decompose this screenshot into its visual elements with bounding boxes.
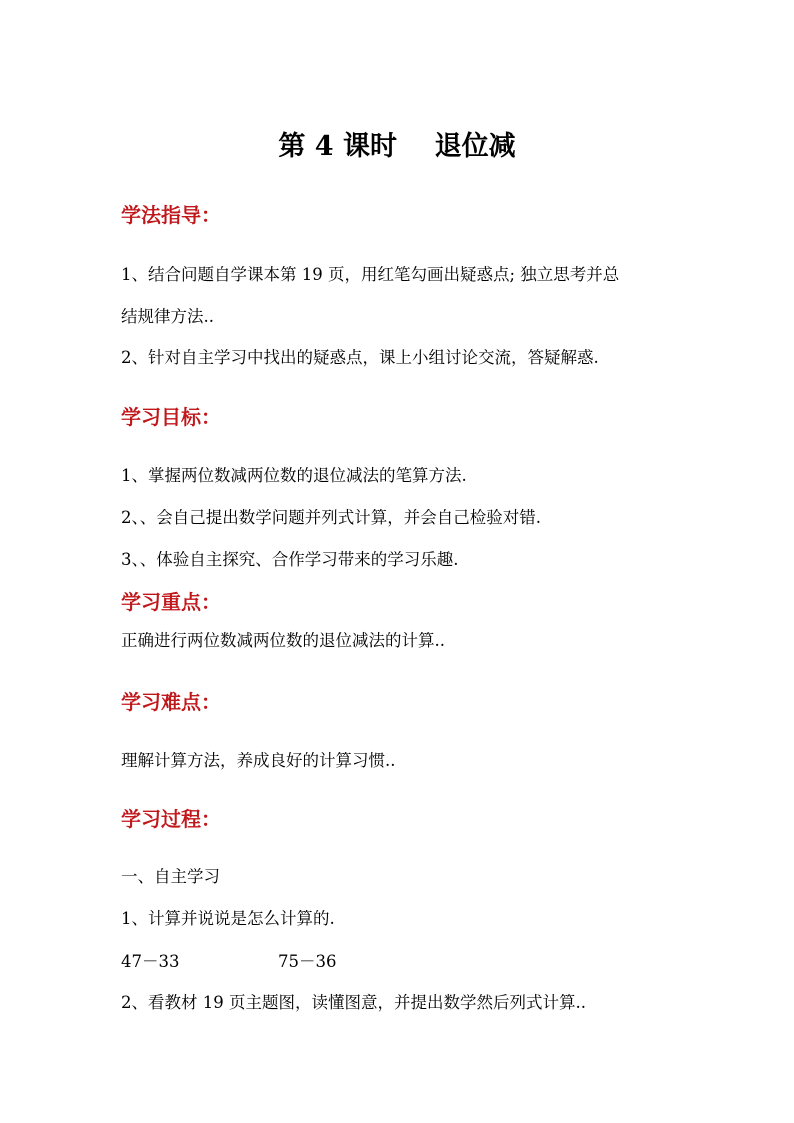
calc-expression-2: 75－36 xyxy=(278,952,337,971)
goal-line-3: 3、、体验自主探究、合作学习带来的学习乐趣. xyxy=(121,550,459,569)
heading-difficult-points: 学习难点： xyxy=(121,690,221,714)
lesson-title: 第 4 课时 退位减 xyxy=(278,131,516,162)
guide-line-2: 结规律方法.. xyxy=(121,307,214,326)
heading-study-guide: 学法指导： xyxy=(121,203,221,227)
process-line-1: 一、自主学习 xyxy=(121,867,220,886)
process-line-2: 1、计算并说说是怎么计算的. xyxy=(121,909,335,928)
calculation-row xyxy=(121,948,337,972)
guide-line-1: 1、结合问题自学课本第 19 页，用红笔勾画出疑惑点; 独立思考并总 xyxy=(121,265,620,284)
heading-learning-goals: 学习目标： xyxy=(121,405,221,429)
difficult-line-1: 理解计算方法，养成良好的计算习惯.. xyxy=(121,751,396,770)
goal-line-1: 1、掌握两位数减两位数的退位减法的笔算方法. xyxy=(121,466,467,485)
heading-key-points: 学习重点： xyxy=(121,590,221,614)
guide-line-3: 2、针对自主学习中找出的疑惑点，课上小组讨论交流，答疑解惑. xyxy=(121,348,599,367)
calc-expression-1: 47－33 xyxy=(121,952,180,971)
process-line-3: 2、看教材 19 页主题图，读懂图意，并提出数学然后列式计算.. xyxy=(121,993,586,1012)
key-line-1: 正确进行两位数减两位数的退位减法的计算.. xyxy=(121,631,445,650)
goal-line-2: 2、、会自己提出数学问题并列式计算，并会自己检验对错. xyxy=(121,508,541,527)
heading-learning-process: 学习过程： xyxy=(121,807,221,831)
